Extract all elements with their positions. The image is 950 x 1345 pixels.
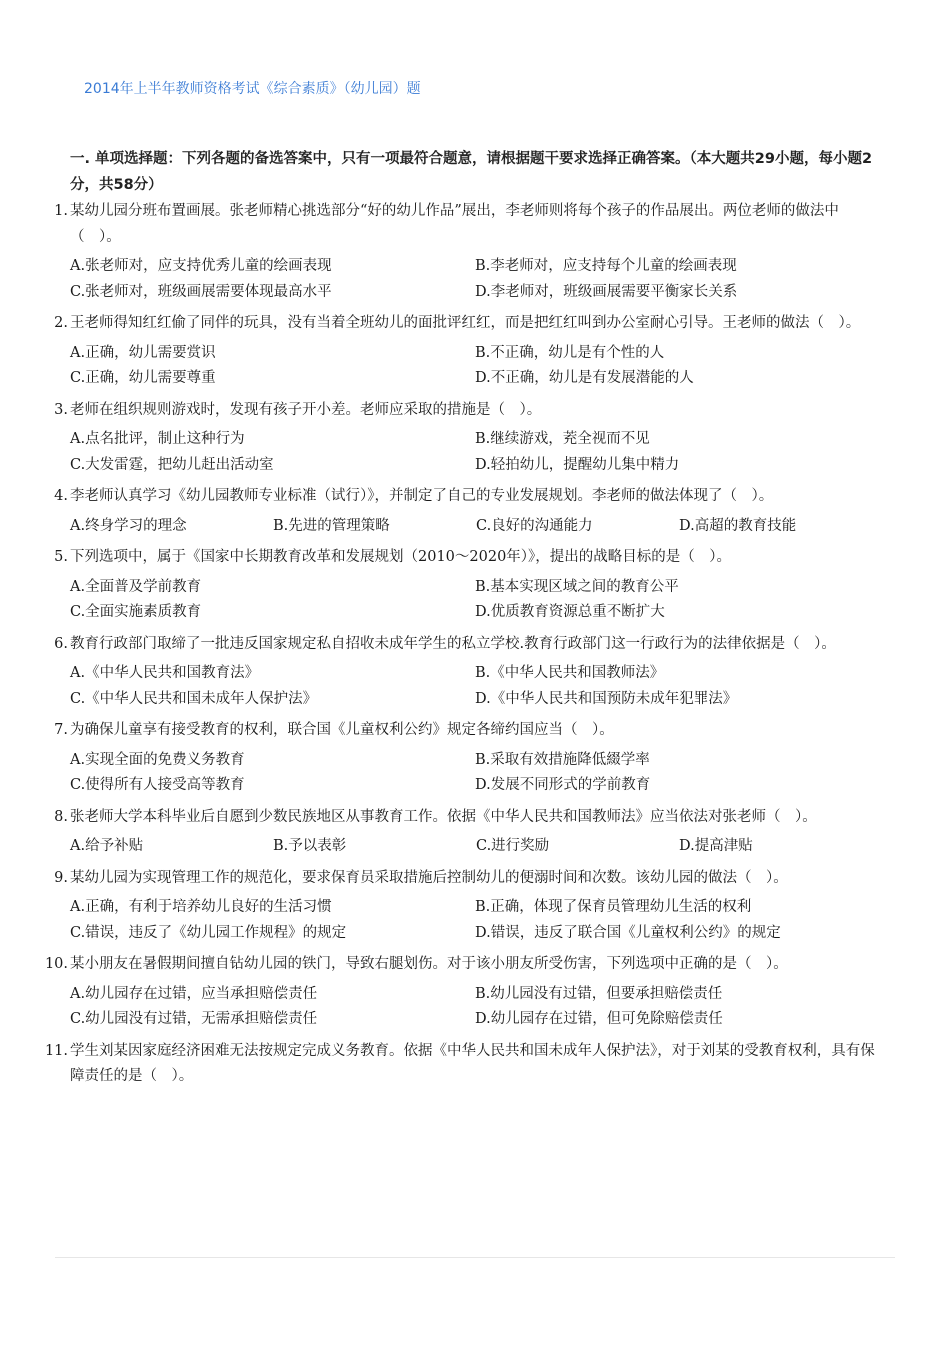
question-stem [48,398,888,424]
question-text: 教育行政部门取缔了一批违反国家规定私自招收未成年学生的私立学校.教育行政部门这一行政行为的法律依据是（ ）。 [70,635,836,652]
option-d: D.错误，违反了联合国《儿童权利公约》的规定 [475,924,781,941]
question-stem [48,484,888,510]
option-group [48,661,888,712]
question-stem [48,545,888,571]
option-group [48,895,888,946]
option-group [48,514,888,540]
question-item [44,1039,888,1090]
question-stem [44,1039,888,1090]
question-item [48,545,888,626]
option-a: A.《中华人民共和国教育法》 [70,665,260,681]
option-group [48,254,888,305]
option-group [48,341,888,392]
option-group [48,982,888,1033]
option-c: C.错误，违反了《幼儿园工作规程》的规定 [70,924,347,941]
question-stem [48,866,888,892]
option-b: B.《中华人民共和国教师法》 [475,665,665,681]
option-c: C.正确，幼儿需要尊重 [70,370,216,386]
question-number: 5. [54,549,68,565]
question-number: 8. [54,808,68,825]
option-b: B.予以表彰 [273,838,347,854]
option-group [48,834,888,860]
option-b: B.采取有效措施降低綴学率 [475,751,650,768]
option-c: C.全面实施素质教育 [70,604,202,620]
section-heading: 一. 单项选择题：下列各题的备选答案中，只有一项最符合题意，请根据题干要求选择正确答案。（本大题共29小题，每小题2分，共58分） [70,151,873,193]
option-a: A.全面普及学前教育 [70,578,202,595]
question-item [44,952,888,1033]
option-c: C.《中华人民共和国未成年人保护法》 [70,690,318,707]
option-b: B.幼儿园没有过错，但要承担赔偿责任 [475,985,723,1002]
question-number: 9. [54,869,68,886]
option-d: D.不正确，幼儿是有发展潜能的人 [475,370,694,386]
question-text: 张老师大学本科毕业后自愿到少数民族地区从事教育工作。依据《中华人民共和国教师法》应当依法对张老师（ ）。 [70,808,817,825]
option-c: C.张老师对，班级画展需要体现最高水平 [70,283,332,300]
question-item [48,398,888,479]
question-number: 3. [54,401,68,418]
option-a: A.正确，幼儿需要赏识 [70,344,216,361]
question-stem [48,718,888,744]
question-item [48,866,888,947]
option-group [48,748,888,799]
question-item [48,805,888,860]
question-number: 2. [54,315,68,331]
option-c: C.幼儿园没有过错，无需承担赔偿责任 [70,1011,318,1027]
question-item [48,632,888,713]
option-d: D.《中华人民共和国预防未成年犯罪法》 [475,690,738,707]
question-text: 王老师得知红红偷了同伴的玩具，没有当着全班幼儿的面批评红红，而是把红红叫到办公室耐心引导。王老师的做法（ ）。 [70,315,861,331]
question-stem [48,632,888,658]
option-b: B.继续游戏，茺全视而不见 [475,431,650,447]
question-stem [48,805,888,831]
option-d: D.提高津贴 [679,838,753,854]
question-item [48,311,888,392]
question-item [48,484,888,539]
question-number: 7. [54,722,68,738]
option-d: D.轻拍幼儿，提醒幼儿集中精力 [475,456,680,473]
option-b: B.先进的管理策略 [273,517,390,534]
question-number: 4. [54,488,68,504]
option-c: C.进行奖励 [476,838,550,854]
question-text: 李老师认真学习《幼儿园教师专业标准（试行）》，并制定了自己的专业发展规划。李老师的做法体现了（ ）。 [70,488,774,504]
option-d: D.发展不同形式的学前教育 [475,777,651,793]
option-d: D.幼儿园存在过错，但可免除赔偿责任 [475,1011,723,1027]
option-b: B.不正确，幼儿是有个性的人 [475,344,665,361]
option-b: B.李老师对，应支持每个儿童的绘画表现 [475,258,737,274]
question-text: 为确保儿童享有接受教育的权利，联合国《儿童权利公约》规定各缔约国应当（ ）。 [70,722,614,738]
option-d: D.优质教育资源总重不断扩大 [475,604,665,620]
option-a: A.张老师对，应支持优秀儿童的绘画表现 [70,258,332,274]
question-stem [44,952,888,978]
question-item [48,718,888,799]
question-number: 6. [54,635,68,652]
question-text: 某幼儿园为实现管理工作的规范化，要求保育员采取措施后控制幼儿的便溺时间和次数。该幼儿园的做法（ ）。 [70,869,788,886]
question-stem [48,199,888,250]
page-title: 2014年上半年教师资格考试《综合素质》（幼儿园）题 [84,81,421,97]
question-text: 下列选项中，属于《国家中长期教育改革和发展规划（2010～2020年）》，提出的战略目标的是（ ）。 [70,549,732,565]
option-b: B.基本实现区域之间的教育公平 [475,578,679,595]
option-d: D.李老师对，班级画展需要平衡家长关系 [475,283,738,300]
option-a: A.给予补贴 [70,838,144,854]
option-a: A.实现全面的免费义务教育 [70,751,245,768]
question-number: 1. [54,203,68,219]
option-c: C.良好的沟通能力 [476,517,593,534]
option-c: C.使得所有人接受高等教育 [70,777,245,793]
question-number: 10. [44,956,68,972]
divider [55,1257,895,1258]
option-group [48,575,888,626]
question-text: 学生刘某因家庭经济困难无法按规定完成义务教育。依据《中华人民共和国未成年人保护法》，对于刘某的受教育权利，具有保障责任的是（ ）。 [70,1042,875,1084]
option-b: B.正确，体现了保育员管理幼儿生活的权利 [475,899,752,915]
option-c: C.大发雷霆，把幼儿赶出活动室 [70,456,274,473]
question-item [48,199,888,305]
question-text: 某幼儿园分班布置画展。张老师精心挑选部分“好的幼儿作品”展出，李老师则将每个孩子的作品展出。两位老师的做法中（ ）。 [70,203,839,245]
option-d: D.高超的教育技能 [679,517,797,534]
question-stem [48,311,888,337]
option-a: A.幼儿园存在过错，应当承担赔偿责任 [70,985,318,1002]
question-number: 11. [44,1042,68,1059]
option-group [48,427,888,478]
option-a: A.终身学习的理念 [70,517,187,534]
option-a: A.正确，有利于培养幼儿良好的生活习惯 [70,899,332,915]
question-list [44,199,888,1090]
question-text: 某小朋友在暑假期间擅自钻幼儿园的铁门，导致右腿划伤。对于该小朋友所受伤害，下列选项中正确的是（ ）。 [70,956,788,972]
question-text: 老师在组织规则游戏时，发现有孩子开小差。老师应采取的措施是（ ）。 [70,401,542,418]
option-a: A.点名批评，制止这种行为 [70,431,245,447]
